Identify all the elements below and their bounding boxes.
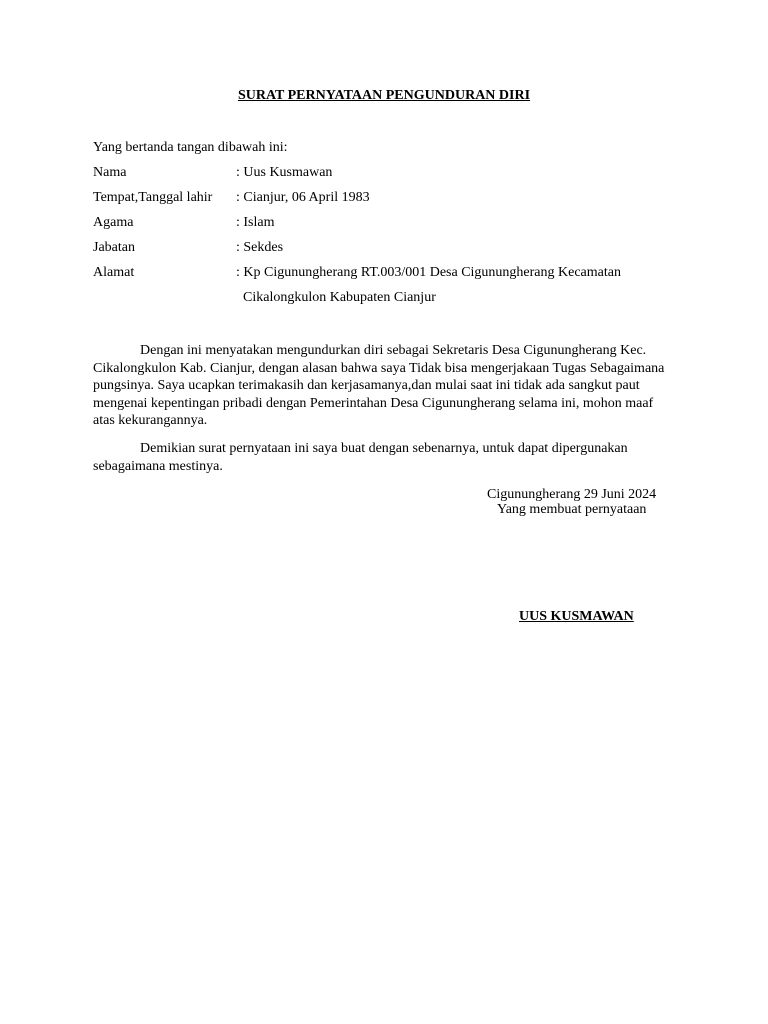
body-paragraph-1: Dengan ini menyatakan mengundurkan diri sebagai Sekretaris Desa Cigunungherang Kec. Cikalongkulon Kab. Cianjur, dengan alasan bahwa saya Tidak bisa mengerjakaan Tugas Sebagaimana pungsinya. Saya ucapkan terimakasih dan kerjasamanya,dan mulai saat ini tidak ada sangkut paut mengenai kepentingan pribadi dengan Pemerintahan Desa Cigunungherang selama ini, mohon maaf atas kekurangannya. xyxy=(93,343,665,429)
field-value-ttl: : Cianjur, 06 April 1983 xyxy=(236,190,370,205)
field-value-nama: : Uus Kusmawan xyxy=(236,165,333,180)
field-value-jabatan: : Sekdes xyxy=(236,240,284,255)
field-label-ttl: Tempat,Tanggal lahir xyxy=(93,190,213,205)
field-label-alamat: Alamat xyxy=(93,265,135,280)
field-label-jabatan: Jabatan xyxy=(93,240,135,255)
body-paragraph-2: Demikian surat pernyataan ini saya buat dengan sebenarnya, untuk dapat dipergunakan sebagaimana mestinya. xyxy=(93,441,628,474)
signer-name: UUS KUSMAWAN xyxy=(519,609,634,624)
signer-caption: Yang membuat pernyataan xyxy=(497,502,647,517)
field-label-agama: Agama xyxy=(93,215,134,230)
place-date: Cigunungherang 29 Juni 2024 xyxy=(487,487,657,502)
letter-title: SURAT PERNYATAAN PENGUNDURAN DIRI xyxy=(237,88,531,103)
intro-text: Yang bertanda tangan dibawah ini: xyxy=(93,140,288,155)
field-label-nama: Nama xyxy=(93,165,127,180)
field-value-alamat: : Kp Cigunungherang RT.003/001 Desa Cigunungherang Kecamatan xyxy=(236,265,621,280)
field-value-agama: : Islam xyxy=(236,215,275,230)
field-value-alamat-continuation: Cikalongkulon Kabupaten Cianjur xyxy=(243,290,436,305)
